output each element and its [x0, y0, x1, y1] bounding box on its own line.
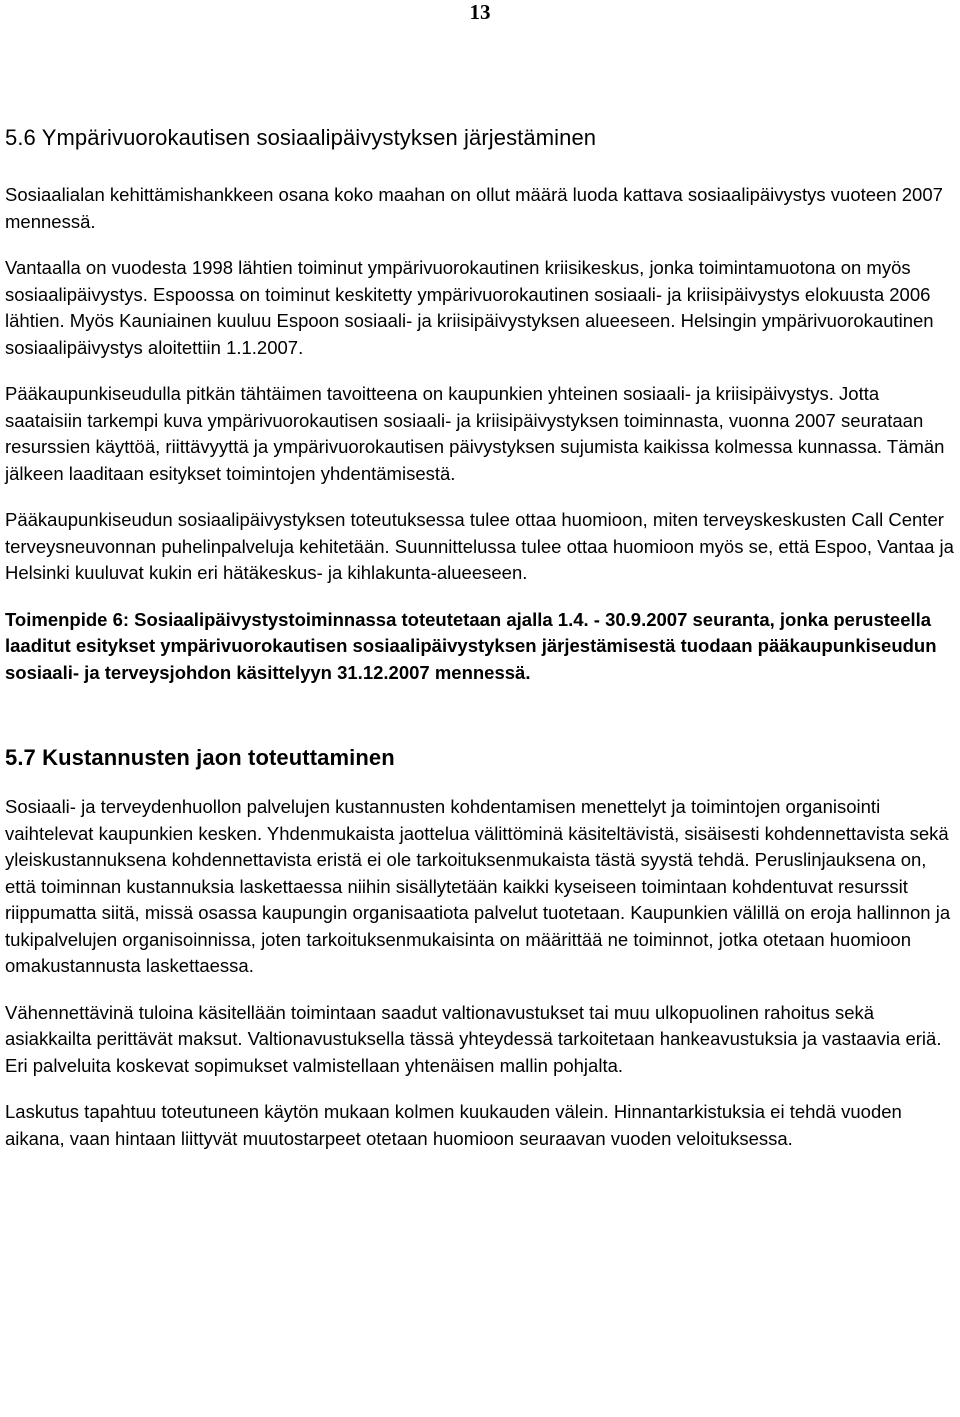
action-item: Toimenpide 6: Sosiaalipäivystystoiminnassa toteutetaan ajalla 1.4. - 30.9.2007 seuranta, jonka perusteella laaditut esitykset ympärivuorokautisen sosiaalipäivystyksen järjestämisestä tuodaan pääkaupunkiseudun sosiaali- ja terveysjohdon käsittelyyn 31.12.2007 mennessä.: [5, 608, 937, 683]
paragraph: Pääkaupunkiseudun sosiaalipäivystyksen toteutuksessa tulee ottaa huomioon, miten terveyskeskusten Call Center terveysneuvonnan puhelinpalveluja kehitetään. Suunnittelussa tulee ottaa huomioon myös se, että Espoo, Vantaa ja Helsinki kuuluvat kukin eri hätäkeskus- ja kihlakunta-alueeseen.: [5, 509, 954, 583]
section-heading-5-6: 5.6 Ympärivuorokautisen sosiaalipäivystyksen järjestäminen: [5, 125, 597, 150]
section-heading-5-7: 5.7 Kustannusten jaon toteuttaminen: [5, 745, 395, 770]
paragraph: Laskutus tapahtuu toteutuneen käytön mukaan kolmen kuukauden välein. Hinnantarkistuksia ei tehdä vuoden aikana, vaan hintaan liittyvät muutostarpeet otetaan huomioon seuraavan vuoden veloituksessa.: [5, 1101, 902, 1149]
paragraph: Vähennettävinä tuloina käsitellään toimintaan saadut valtionavustukset tai muu ulkopuolinen rahoitus sekä asiakkailta perittävät maksut. Valtionavustuksella tässä yhteydessä tarkoitetaan hankeavustuksia ja vastaavia eriä. Eri palveluita koskevat sopimukset valmistellaan yhtenäisen mallin pohjalta.: [5, 1001, 942, 1076]
page-number: 13: [469, 0, 491, 24]
paragraph: Pääkaupunkiseudulla pitkän tähtäimen tavoitteena on kaupunkien yhteinen sosiaali- ja kriisipäivystys. Jotta saataisiin tarkempi kuva ympärivuorokautisen sosiaali- ja kriisipäivystyksen toiminnasta, vuonna 2007 seurataan resurssien käyttöä, riittävyyttä ja ympärivuorokautisen päivystyksen sujumista kaikissa kolmessa kunnassa. Tämän jälkeen laaditaan esitykset toimintojen yhdentämisestä.: [5, 383, 945, 484]
paragraph: Vantaalla on vuodesta 1998 lähtien toiminut ympärivuorokautinen kriisikeskus, jonka toimintamuotona on myös sosiaalipäivystys. Espoossa on toiminut keskitetty ympärivuorokautinen sosiaali- ja kriisipäivystys elokuusta 2006 lähtien. Myös Kauniainen kuuluu Espoon sosiaali- ja kriisipäivystyksen alueeseen. Helsingin ympärivuorokautinen sosiaalipäivystys aloitettiin 1.1.2007.: [5, 257, 934, 358]
paragraph: Sosiaali- ja terveydenhuollon palvelujen kustannusten kohdentamisen menettelyt ja toimintojen organisointi vaihtelevat kaupunkien kesken. Yhdenmukaista jaottelua välittöminä käsiteltävistä, sisäisesti kohdennettavista sekä yleiskustannuksena kohdennettavista eristä ei ole tarkoituksenmukaista tästä syystä tehdä. Peruslinjauksena on, että toiminnan kustannuksia laskettaessa niihin sisällytetään kaikki kyseiseen toimintaan kohdentuvat resurssit riippumatta siitä, missä osassa kaupungin organisaatiota palvelut tuotetaan. Kaupunkien välillä on eroja hallinnon ja tukipalvelujen organisoinnissa, joten tarkoituksenmukaisinta on määrittää ne toiminnot, jotka otetaan huomioon omakustannusta laskettaessa.: [5, 796, 951, 976]
document-body: [5, 118, 955, 1172]
paragraph: Sosiaalialan kehittämishankkeen osana koko maahan on ollut määrä luoda kattava sosiaalipäivystys vuoteen 2007 mennessä.: [5, 184, 943, 232]
